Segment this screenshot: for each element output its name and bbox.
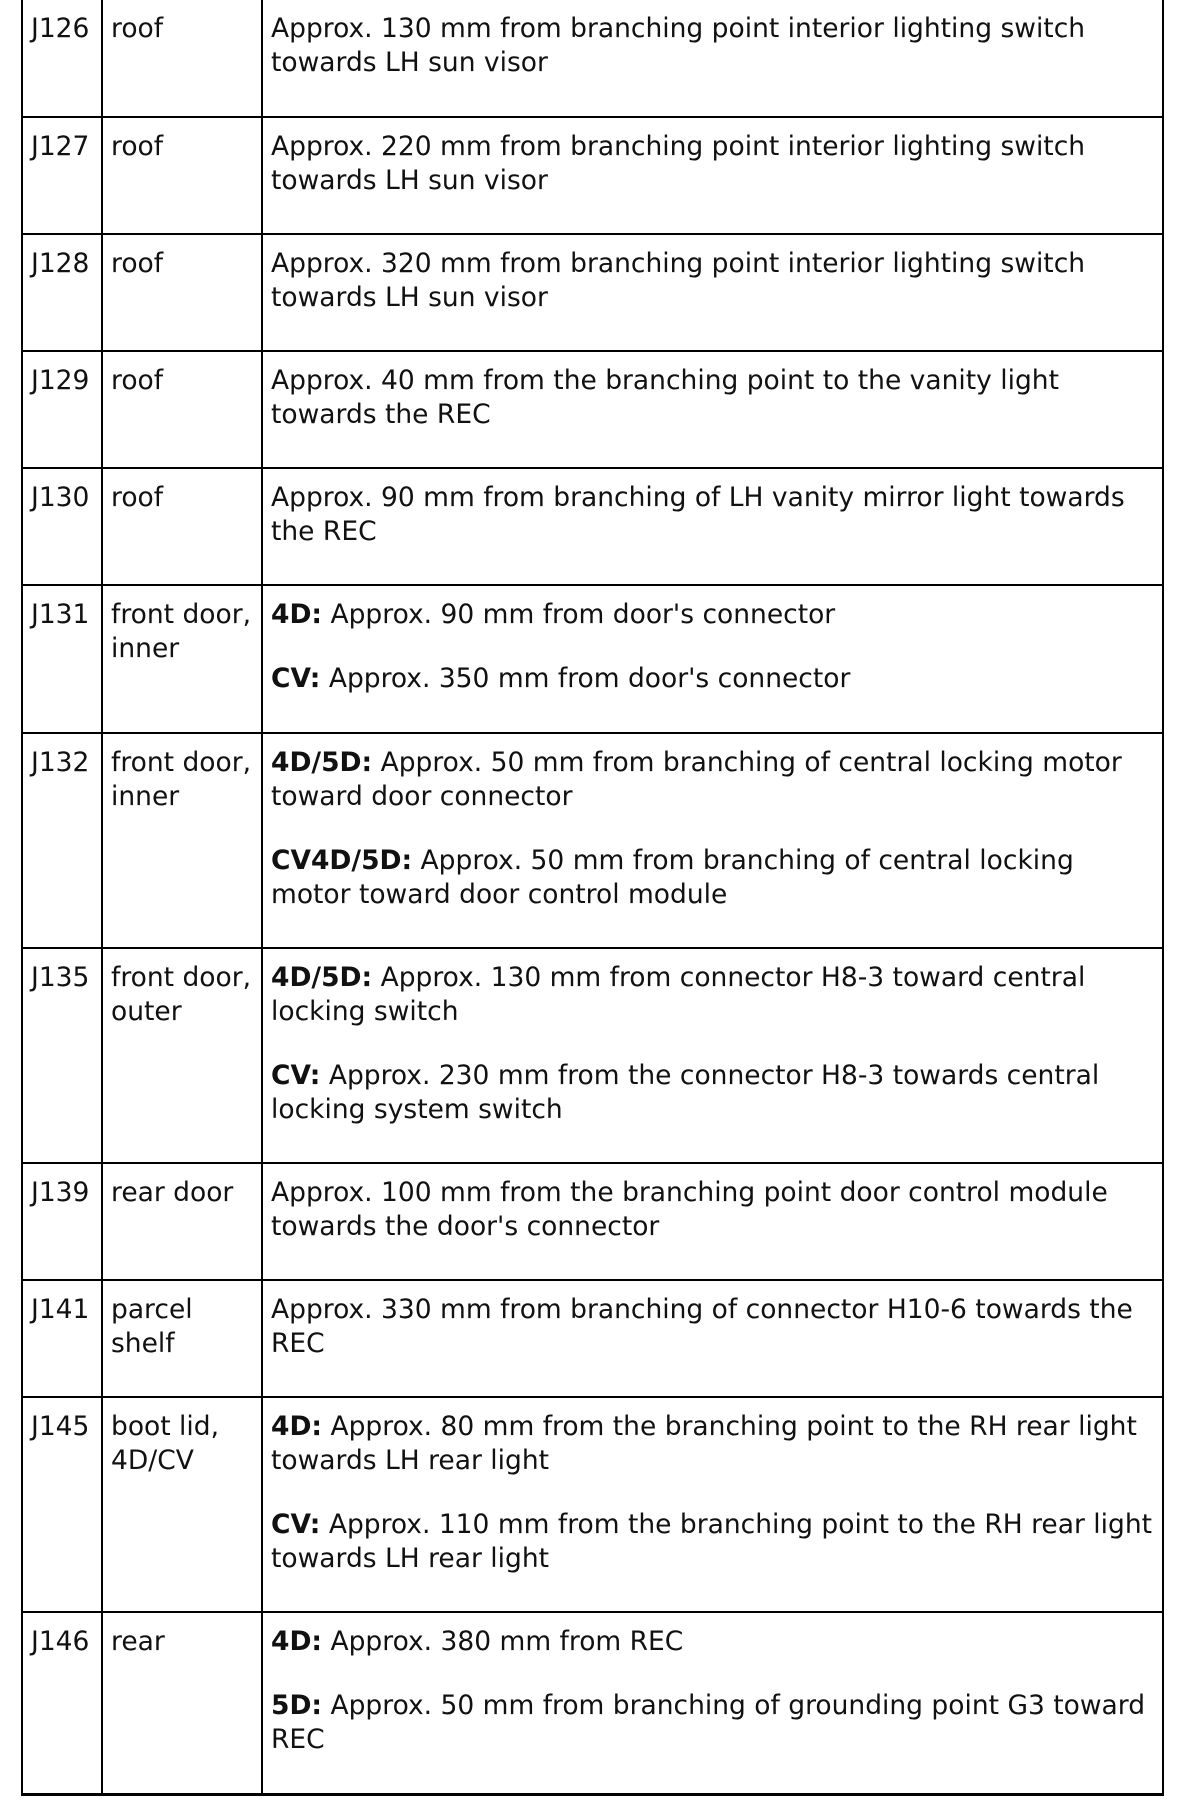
- variant-note: [271, 481, 1154, 549]
- variant-note: [271, 1059, 1154, 1127]
- table-row: [22, 948, 1163, 1163]
- location-cell: parcel shelf: [102, 1280, 262, 1397]
- variant-prefix: 4D:: [271, 599, 323, 630]
- variant-prefix: CV:: [271, 1060, 321, 1091]
- splice-id-cell: J145: [22, 1397, 102, 1612]
- variant-text: Approx. 50 mm from branching of central locking motor toward door control module: [271, 845, 1074, 910]
- splice-id-cell: J131: [22, 585, 102, 733]
- location-cell: roof: [102, 117, 262, 234]
- position-description-cell: [262, 1163, 1163, 1280]
- location-cell: front door, inner: [102, 585, 262, 733]
- location-cell: front door, outer: [102, 948, 262, 1163]
- position-description-cell: [262, 234, 1163, 351]
- position-description-cell: [262, 585, 1163, 733]
- variant-text: Approx. 80 mm from the branching point to the RH rear light towards LH rear light: [271, 1411, 1137, 1476]
- variant-note: [271, 1410, 1154, 1478]
- splice-id-cell: J146: [22, 1612, 102, 1794]
- location-cell: front door, inner: [102, 733, 262, 948]
- position-description-cell: [262, 468, 1163, 585]
- variant-note: [271, 247, 1154, 315]
- variant-text: Approx. 130 mm from branching point interior lighting switch towards LH sun visor: [271, 13, 1086, 78]
- variant-note: [271, 130, 1154, 198]
- table-row: [22, 585, 1163, 733]
- variant-prefix: 4D/5D:: [271, 747, 373, 778]
- variant-text: Approx. 90 mm from door's connector: [330, 599, 836, 630]
- location-cell: rear door: [102, 1163, 262, 1280]
- variant-note: [271, 364, 1154, 432]
- location-cell: roof: [102, 0, 262, 117]
- variant-note: [271, 1625, 1154, 1659]
- connector-location-table: [21, 0, 1164, 1796]
- position-description-cell: [262, 948, 1163, 1163]
- variant-note: [271, 844, 1154, 912]
- variant-prefix: 5D:: [271, 1690, 323, 1721]
- splice-id-cell: J135: [22, 948, 102, 1163]
- variant-text: Approx. 110 mm from the branching point to the RH rear light towards LH rear light: [271, 1509, 1153, 1574]
- variant-text: Approx. 350 mm from door's connector: [328, 663, 851, 694]
- location-cell: roof: [102, 351, 262, 468]
- position-description-cell: [262, 0, 1163, 117]
- splice-id-cell: J141: [22, 1280, 102, 1397]
- variant-text: Approx. 50 mm from branching of central locking motor toward door connector: [271, 747, 1122, 812]
- splice-id-cell: J128: [22, 234, 102, 351]
- position-description-cell: [262, 1397, 1163, 1612]
- variant-text: Approx. 100 mm from the branching point door control module towards the door's connector: [271, 1177, 1108, 1242]
- variant-text: Approx. 40 mm from the branching point to the vanity light towards the REC: [271, 365, 1059, 430]
- table-body: [22, 0, 1163, 1794]
- variant-text: Approx. 50 mm from branching of grounding point G3 toward REC: [271, 1690, 1146, 1755]
- variant-text: Approx. 330 mm from branching of connector H10-6 towards the REC: [271, 1294, 1133, 1359]
- splice-id-cell: J129: [22, 351, 102, 468]
- variant-note: [271, 598, 1154, 632]
- variant-note: [271, 1176, 1154, 1244]
- variant-prefix: 4D/5D:: [271, 962, 373, 993]
- table-row: [22, 1612, 1163, 1794]
- position-description-cell: [262, 1280, 1163, 1397]
- location-cell: boot lid, 4D/CV: [102, 1397, 262, 1612]
- variant-note: [271, 1689, 1154, 1757]
- splice-id-cell: J127: [22, 117, 102, 234]
- splice-id-cell: J130: [22, 468, 102, 585]
- table-row: [22, 117, 1163, 234]
- position-description-cell: [262, 117, 1163, 234]
- splice-id-cell: J139: [22, 1163, 102, 1280]
- position-description-cell: [262, 733, 1163, 948]
- variant-text: Approx. 130 mm from connector H8-3 toward central locking switch: [271, 962, 1086, 1027]
- variant-text: Approx. 90 mm from branching of LH vanity mirror light towards the REC: [271, 482, 1125, 547]
- variant-text: Approx. 230 mm from the connector H8-3 towards central locking system switch: [271, 1060, 1100, 1125]
- table-row: [22, 733, 1163, 948]
- splice-id-cell: J132: [22, 733, 102, 948]
- table-row: [22, 1397, 1163, 1612]
- variant-text: Approx. 320 mm from branching point interior lighting switch towards LH sun visor: [271, 248, 1086, 313]
- variant-note: [271, 12, 1154, 80]
- variant-prefix: CV4D/5D:: [271, 845, 413, 876]
- variant-text: Approx. 380 mm from REC: [330, 1626, 684, 1657]
- variant-prefix: CV:: [271, 1509, 321, 1540]
- variant-note: [271, 1293, 1154, 1361]
- position-description-cell: [262, 1612, 1163, 1794]
- variant-note: [271, 961, 1154, 1029]
- table-row: [22, 351, 1163, 468]
- table-row: [22, 468, 1163, 585]
- splice-id-cell: J126: [22, 0, 102, 117]
- location-cell: rear: [102, 1612, 262, 1794]
- table-row: [22, 1163, 1163, 1280]
- variant-text: Approx. 220 mm from branching point interior lighting switch towards LH sun visor: [271, 131, 1086, 196]
- table-row: [22, 234, 1163, 351]
- variant-prefix: 4D:: [271, 1411, 323, 1442]
- table-row: [22, 1280, 1163, 1397]
- variant-prefix: 4D:: [271, 1626, 323, 1657]
- variant-note: [271, 662, 1154, 696]
- location-cell: roof: [102, 234, 262, 351]
- variant-note: [271, 1508, 1154, 1576]
- position-description-cell: [262, 351, 1163, 468]
- variant-prefix: CV:: [271, 663, 321, 694]
- table-row: [22, 0, 1163, 117]
- variant-note: [271, 746, 1154, 814]
- location-cell: roof: [102, 468, 262, 585]
